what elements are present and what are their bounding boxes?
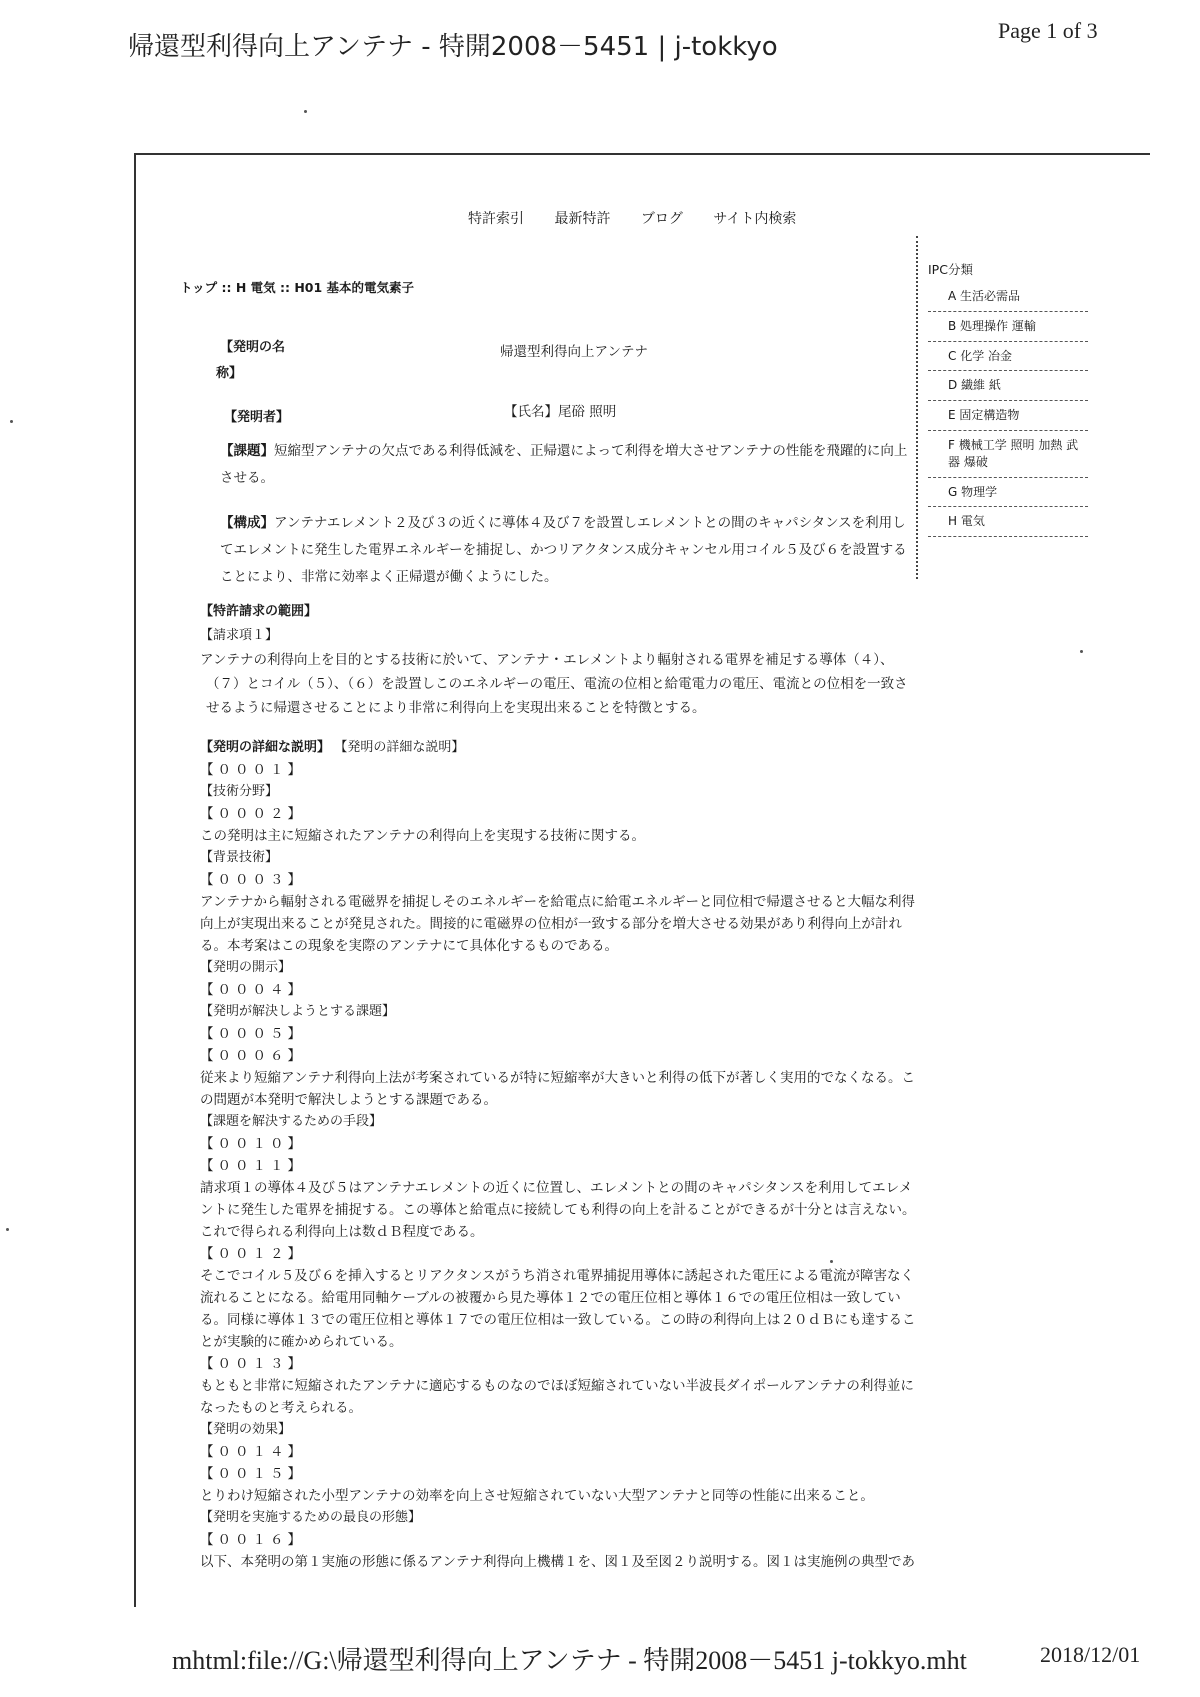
inventor-label: 【発明者】 bbox=[224, 410, 290, 425]
abstract-issue-line1: 短縮型アンテナの欠点である利得低減を、正帰還によって利得を増大させアンテナの性能を飛躍的に向上 bbox=[274, 443, 908, 459]
para-0012-line1: そこでコイル５及び６を挿入するとリアクタンスがうち消され電界捕捉用導体に誘起された電圧による電流が障害なく bbox=[200, 1268, 915, 1284]
para-0012-line4: とが実験的に確かめられている。 bbox=[200, 1334, 403, 1350]
para-0006-line1: 従来より短縮アンテナ利得向上法が考案されているが特に短縮率が大きいと利得の低下が著しく実用的でなくなる。こ bbox=[200, 1070, 915, 1086]
claims-section bbox=[200, 600, 920, 720]
invention-name-value: 帰還型利得向上アンテナ bbox=[500, 344, 648, 360]
para-0013-line2: なったものと考えられる。 bbox=[200, 1400, 362, 1416]
claim1-line2: （７）とコイル（５）、（６）を設置しこのエネルギーの電圧、電流の位相と給電電力の電圧、電流との位相を一致さ bbox=[206, 676, 908, 692]
ipc-sidebar bbox=[916, 236, 1088, 579]
abstract-config-line3: ことにより、非常に効率よく正帰還が働くようにした。 bbox=[220, 569, 558, 585]
scan-speck bbox=[6, 1228, 9, 1231]
para-0011-line3: これで得られる利得向上は数ｄＢ程度である。 bbox=[200, 1224, 484, 1240]
disclosure-heading: 【発明の開示】 bbox=[200, 960, 292, 975]
para-0011-line1: 請求項１の導体４及び５はアンテナエレメントの近くに位置し、エレメントとの間のキャパシタンスを利用してエレメ bbox=[200, 1180, 913, 1196]
abstract-issue-label: 【課題】 bbox=[220, 443, 274, 459]
claim1-line3: せるように帰還させることにより非常に利得向上を実現出来ることを特徴とする。 bbox=[206, 700, 706, 716]
abstract-issue bbox=[220, 438, 908, 492]
invention-name-label-line2: 称】 bbox=[216, 366, 243, 381]
nav-patent-index-link[interactable]: 特許索引 bbox=[468, 211, 524, 227]
scan-speck bbox=[10, 420, 13, 423]
para-0012: 【００１２】 bbox=[200, 1246, 305, 1262]
para-0013-line1: もともと非常に短縮されたアンテナに適応するものなのでほぼ短縮されていない半波長ダイポールアンテナの利得並に bbox=[200, 1378, 914, 1394]
claim1-line1: アンテナの利得向上を目的とする技術に於いて、アンテナ・エレメントより輻射される電界を補足する導体（４）、 bbox=[200, 652, 894, 668]
effect-heading: 【発明の効果】 bbox=[200, 1422, 292, 1437]
nav-site-search-link[interactable]: サイト内検索 bbox=[713, 211, 797, 227]
problem-heading: 【発明が解決しようとする課題】 bbox=[200, 1004, 396, 1019]
ipc-item-f[interactable]: F 機械工学 照明 加熱 武器 爆破 bbox=[928, 431, 1088, 478]
para-0003-line3: る。本考案はこの現象を実際のアンテナにて具体化するものである。 bbox=[200, 938, 618, 954]
para-0003-line2: 向上が実現出来ることが発見された。間接的に電磁界の位相が一致する部分を増大させる効果があり利得向上が計れ bbox=[200, 916, 902, 932]
claims-scope-heading: 【特許請求の範囲】 bbox=[200, 604, 318, 619]
nav-latest-patents-link[interactable]: 最新特許 bbox=[554, 211, 611, 227]
ipc-sidebar-title: IPC分類 bbox=[928, 262, 973, 277]
para-0002-text: この発明は主に短縮されたアンテナの利得向上を実現する技術に関する。 bbox=[200, 828, 645, 844]
abstract-issue-line2: させる。 bbox=[220, 470, 274, 486]
para-0010: 【００１０】 bbox=[200, 1136, 305, 1152]
ipc-item-h[interactable]: H 電気 bbox=[928, 507, 1088, 537]
para-0016: 【００１６】 bbox=[200, 1532, 305, 1548]
ipc-item-c[interactable]: C 化学 冶金 bbox=[928, 342, 1088, 372]
abstract-configuration bbox=[220, 510, 910, 591]
ipc-item-e[interactable]: E 固定構造物 bbox=[928, 401, 1088, 431]
ipc-item-b[interactable]: B 処理操作 運輸 bbox=[928, 312, 1088, 342]
print-header-title: 帰還型利得向上アンテナ - 特開2008－5451 | j-tokkyo bbox=[128, 32, 778, 62]
para-0006: 【０００６】 bbox=[200, 1048, 305, 1064]
ipc-item-a[interactable]: A 生活必需品 bbox=[928, 282, 1088, 312]
description-heading-sub: 【発明の詳細な説明】 bbox=[334, 740, 465, 755]
background-heading: 【背景技術】 bbox=[200, 850, 279, 865]
print-page-label: Page 1 of 3 bbox=[998, 18, 1098, 43]
abstract-config-line1: アンテナエレメント２及び３の近くに導体４及び７を設置しエレメントとの間のキャパシタンスを利用し bbox=[274, 515, 906, 531]
para-0005: 【０００５】 bbox=[200, 1026, 305, 1042]
claim1-label: 【請求項１】 bbox=[200, 628, 279, 643]
para-0012-line3: る。同様に導体１３での電圧位相と導体１７での電圧位相は一致している。この時の利得向上は２０ｄＢにも達するこ bbox=[200, 1312, 916, 1328]
para-0016-text: 以下、本発明の第１実施の形態に係るアンテナ利得向上機構１を、図１及至図２り説明する。図１は実施例の典型であ bbox=[200, 1554, 915, 1570]
scan-speck bbox=[304, 110, 307, 113]
para-0015: 【００１５】 bbox=[200, 1466, 305, 1482]
abstract-config-label: 【構成】 bbox=[220, 515, 274, 531]
tech-field-heading: 【技術分野】 bbox=[200, 784, 279, 799]
para-0013: 【００１３】 bbox=[200, 1356, 305, 1372]
para-0012-line2: 流れることになる。給電用同軸ケーブルの被覆から見た導体１２での電圧位相と導体１６での電圧位相は一致してい bbox=[200, 1290, 901, 1306]
best-mode-heading: 【発明を実施するための最良の形態】 bbox=[200, 1510, 422, 1525]
para-0002: 【０００２】 bbox=[200, 806, 305, 822]
breadcrumb[interactable]: トップ :: H 電気 :: H01 基本的電気素子 bbox=[180, 280, 415, 295]
scan-speck bbox=[1080, 650, 1083, 653]
para-0011-line2: ントに発生した電界を捕捉する。この導体と給電点に接続しても利得の向上を計ることができるが十分とは言えない。 bbox=[200, 1202, 916, 1218]
nav-blog-link[interactable]: ブログ bbox=[640, 211, 683, 227]
para-0004: 【０００４】 bbox=[200, 982, 305, 998]
description-heading: 【発明の詳細な説明】 bbox=[200, 740, 331, 755]
para-0006-line2: の問題が本発明で解決しようとする課題である。 bbox=[200, 1092, 497, 1108]
ipc-item-d[interactable]: D 繊維 紙 bbox=[928, 371, 1088, 401]
para-0014: 【００１４】 bbox=[200, 1444, 305, 1460]
print-footer-path: mhtml:file://G:\帰還型利得向上アンテナ - 特開2008－5451 j-tokkyo.mht bbox=[172, 1646, 967, 1675]
top-navigation bbox=[468, 208, 822, 228]
inventor-value: 【氏名】尾硲 照明 bbox=[504, 404, 617, 420]
para-0003-line1: アンテナから輻射される電磁界を捕捉しそのエネルギーを給電点に給電エネルギーと同位相で帰還させると大幅な利得 bbox=[200, 894, 915, 910]
means-heading: 【課題を解決するための手段】 bbox=[200, 1114, 383, 1129]
para-0015-text: とりわけ短縮された小型アンテナの効率を向上させ短縮されていない大型アンテナと同等の性能に出来ること。 bbox=[200, 1488, 874, 1504]
invention-name-label-line1: 【発明の名 bbox=[220, 340, 286, 355]
detailed-description bbox=[200, 736, 916, 1573]
para-0003: 【０００３】 bbox=[200, 872, 305, 888]
print-date: 2018/12/01 bbox=[1040, 1642, 1141, 1667]
scan-speck bbox=[830, 1260, 833, 1263]
para-0001: 【０００１】 bbox=[200, 762, 305, 778]
abstract-config-line2: てエレメントに発生した電界エネルギーを捕捉し、かつリアクタンス成分キャンセル用コイル５及び６を設置する bbox=[220, 542, 907, 558]
ipc-item-g[interactable]: G 物理学 bbox=[928, 478, 1088, 508]
para-0011: 【００１１】 bbox=[200, 1158, 305, 1174]
